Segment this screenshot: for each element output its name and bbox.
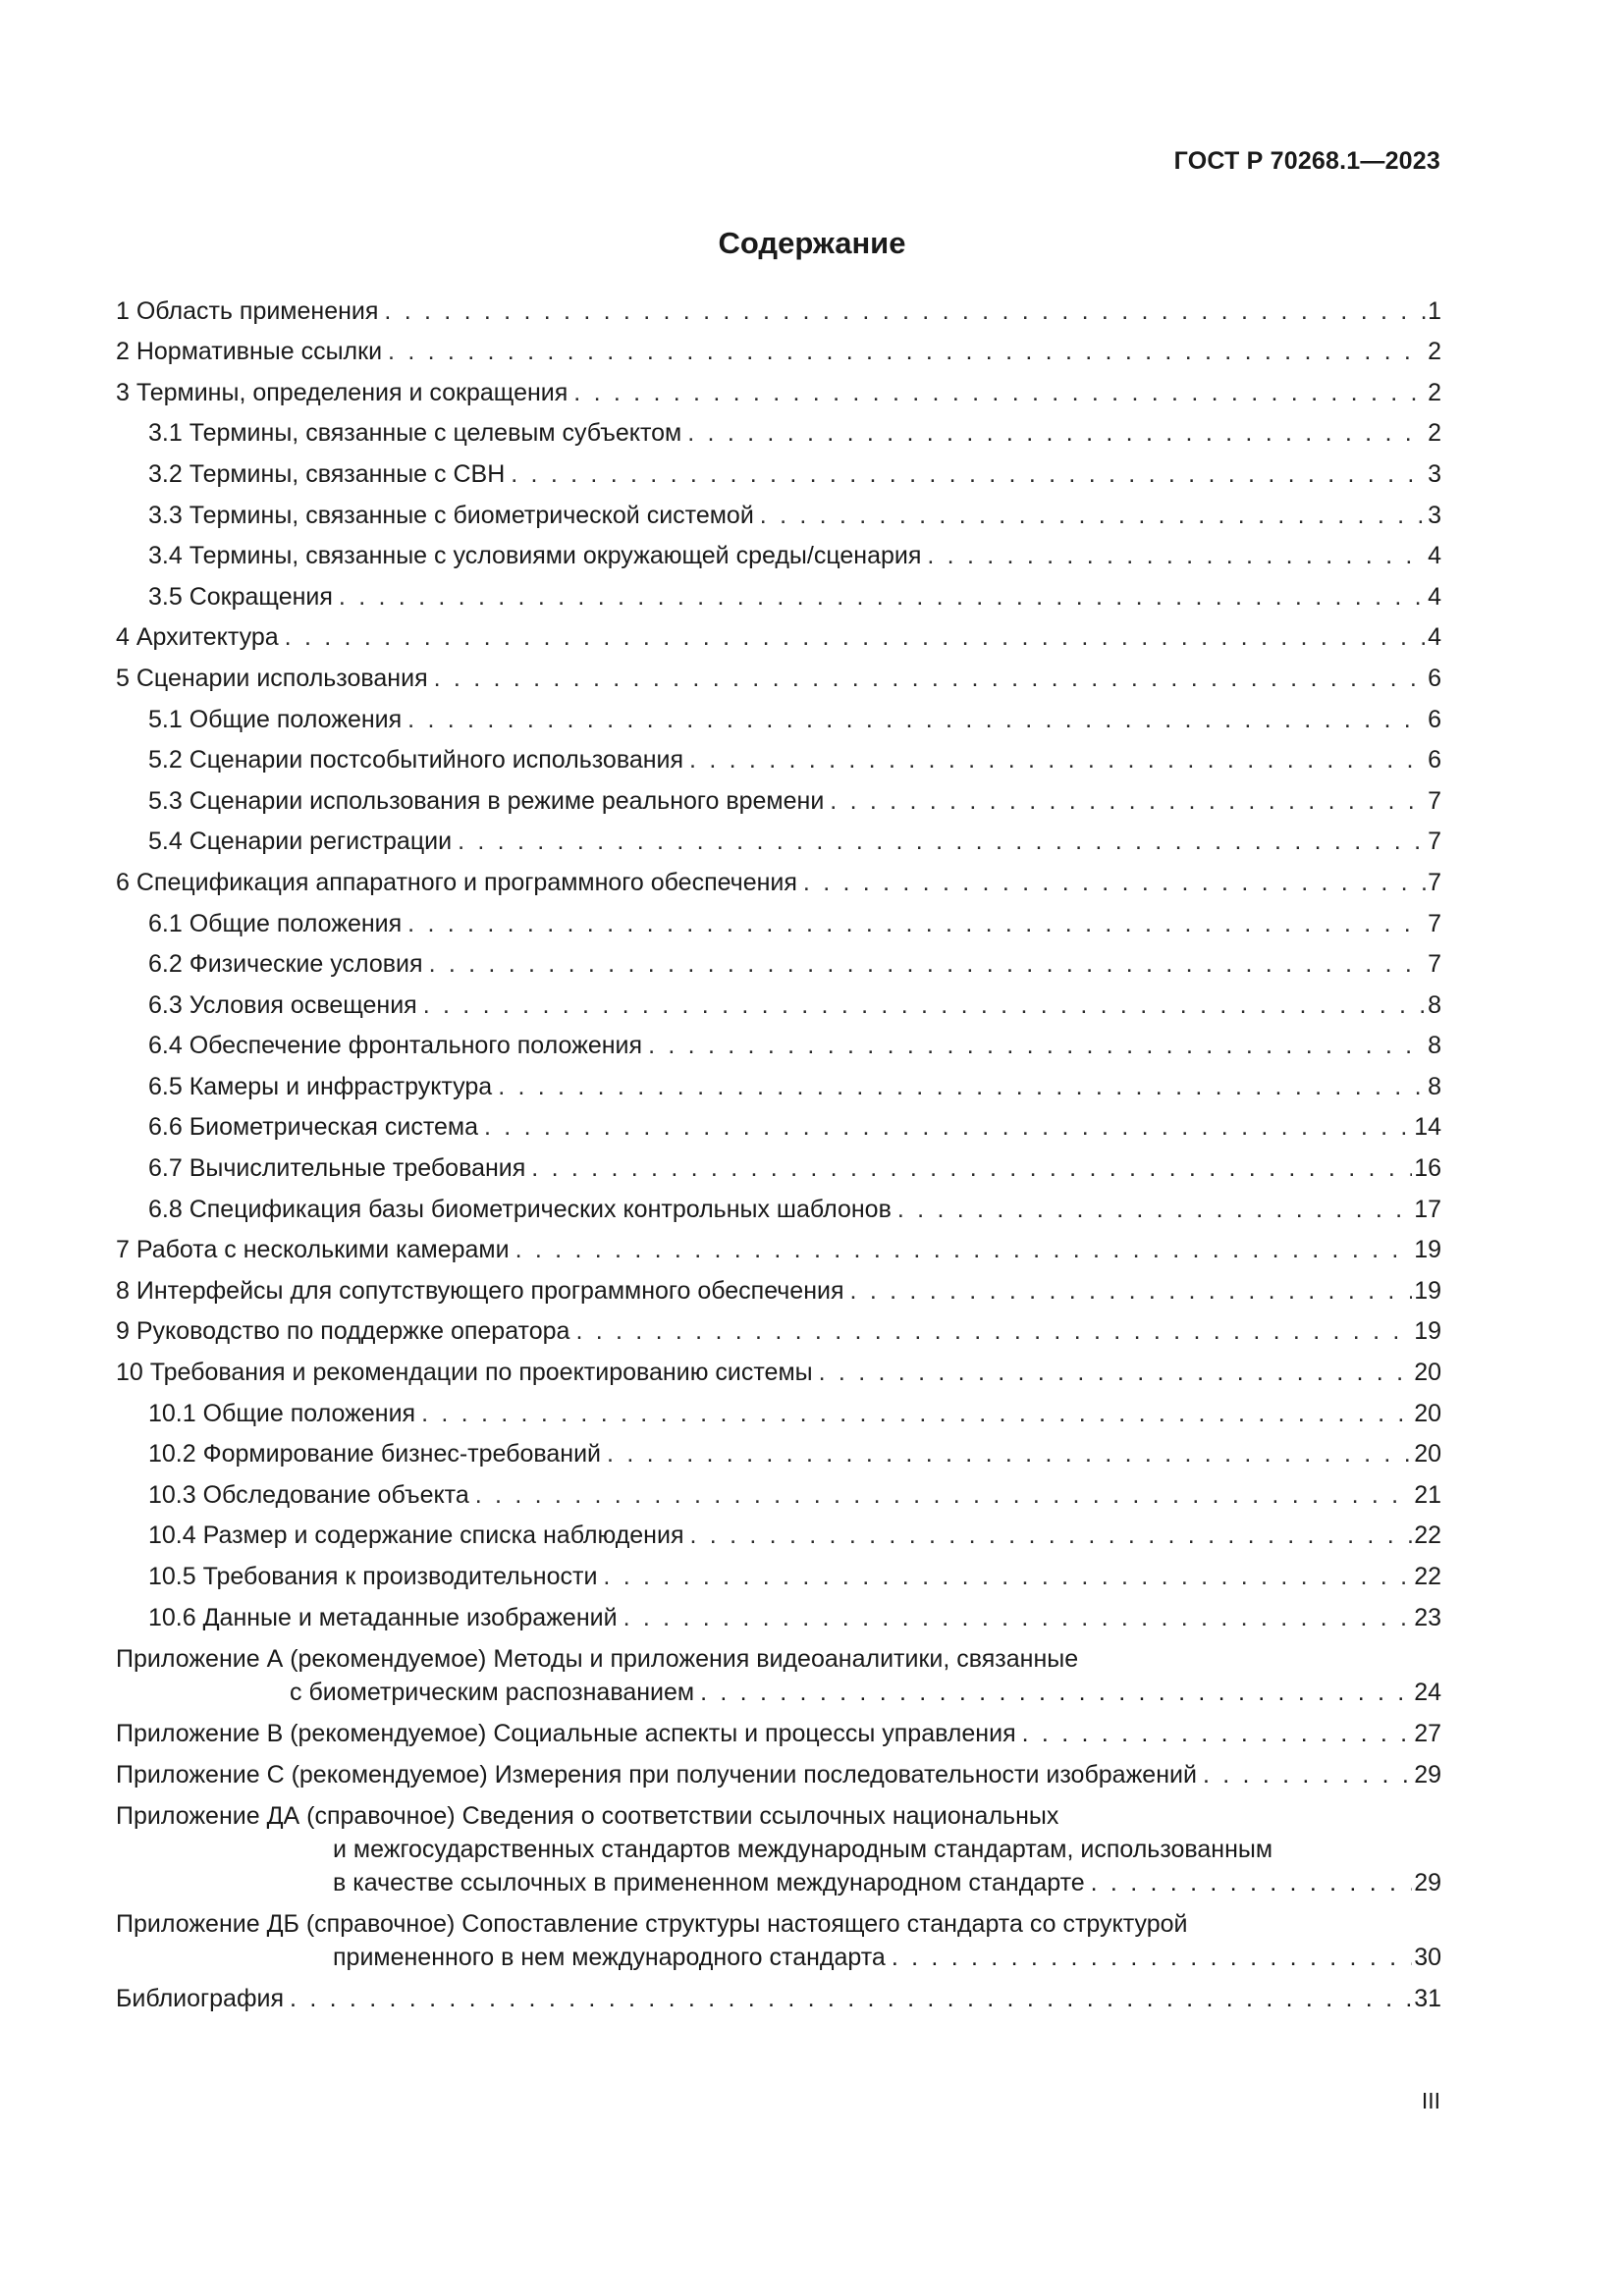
toc-entry-page: 8 <box>1428 1072 1441 1100</box>
leader-dots <box>687 416 1426 450</box>
toc-entry-page: 1 <box>1428 296 1441 325</box>
toc-annex-da-line1: Приложение ДА (справочное) Сведения о соответствии ссылочных национальных <box>116 1801 1059 1830</box>
toc-entry-page: 7 <box>1428 828 1441 856</box>
leader-dots <box>897 1193 1412 1226</box>
toc-entry-page: 2 <box>1428 419 1441 448</box>
toc-annex-db-label: примененного в нем международного стандарта <box>333 1943 886 1971</box>
toc-entry[interactable] <box>116 1103 1441 1145</box>
toc-entry-page: 20 <box>1414 1359 1441 1387</box>
toc-annex-db-last <box>116 1941 1441 1974</box>
leader-dots <box>458 825 1426 858</box>
toc-entry-page: 14 <box>1414 1113 1441 1142</box>
toc-entry-page: 22 <box>1414 1563 1441 1590</box>
leader-dots <box>819 1356 1413 1389</box>
toc-annex-a-line1: Приложение А (рекомендуемое) Методы и приложения видеоаналитики, связанные <box>116 1644 1079 1673</box>
leader-dots <box>573 376 1426 409</box>
leader-dots <box>607 1437 1412 1470</box>
toc-entry-page: 7 <box>1428 950 1441 979</box>
leader-dots <box>892 1941 1412 1974</box>
toc-entry-label: 6 Спецификация аппаратного и программного обеспечения <box>116 868 797 896</box>
toc-annex-b-label: Приложение В (рекомендуемое) Социальные аспекты и процессы управления <box>116 1719 1016 1747</box>
toc-entry-label: 6.7 Вычислительные требования <box>148 1154 526 1183</box>
toc-annex-b[interactable] <box>116 1717 1441 1750</box>
toc-annex-c[interactable] <box>116 1758 1441 1791</box>
toc-annex-a-page: 24 <box>1414 1678 1441 1706</box>
toc-entry-page: 2 <box>1428 338 1441 366</box>
toc-entry[interactable] <box>116 1144 1441 1185</box>
toc-annex-a-label: с биометрическим распознаванием <box>290 1678 695 1706</box>
toc-entry[interactable] <box>116 1430 1441 1471</box>
leader-dots <box>803 866 1426 899</box>
toc-entry[interactable] <box>116 572 1441 614</box>
toc-entry[interactable] <box>116 328 1441 369</box>
leader-dots <box>515 1233 1413 1266</box>
toc-entry[interactable] <box>116 1062 1441 1103</box>
toc-entry[interactable] <box>116 818 1441 859</box>
toc-annex-da-last <box>116 1866 1441 1899</box>
leader-dots <box>850 1274 1413 1308</box>
toc-entry-page: 19 <box>1414 1236 1441 1264</box>
toc-entry-page: 17 <box>1414 1195 1441 1223</box>
toc-entry-label: 8 Интерфейсы для сопутствующего программного обеспечения <box>116 1276 844 1305</box>
toc-entry[interactable] <box>116 1593 1441 1634</box>
toc-entry[interactable] <box>116 1512 1441 1553</box>
toc-annex-b-last <box>116 1717 1441 1750</box>
toc-entry[interactable] <box>116 1348 1441 1389</box>
toc-entry[interactable] <box>116 1185 1441 1226</box>
toc-entry[interactable] <box>116 1552 1441 1593</box>
leader-dots <box>407 907 1426 940</box>
toc-entry-page: 3 <box>1428 501 1441 529</box>
toc-entry-page: 7 <box>1428 868 1441 896</box>
toc-annex-db[interactable] <box>116 1907 1441 1974</box>
toc-entry-page: 6 <box>1428 746 1441 774</box>
toc-entry-page: 7 <box>1428 786 1441 815</box>
toc-annex-a-last <box>116 1676 1441 1709</box>
toc-annex-a[interactable] <box>116 1642 1441 1709</box>
table-of-contents <box>116 287 1441 2015</box>
leader-dots <box>388 335 1426 368</box>
toc-entry-page: 8 <box>1428 1032 1441 1060</box>
toc-entry-label: 3.3 Термины, связанные с биометрической системой <box>148 501 754 529</box>
toc-entry-label: 2 Нормативные ссылки <box>116 338 383 366</box>
toc-entry-label: 3.4 Термины, связанные с условиями окружающей среды/сценария <box>148 542 922 570</box>
toc-annex-b-page: 27 <box>1414 1719 1441 1747</box>
toc-entry-label: 3.2 Термины, связанные с СВН <box>148 459 506 488</box>
toc-bibliography-label: Библиография <box>116 1984 285 2012</box>
toc-annex-db-line1: Приложение ДБ (справочное) Сопоставление структуры настоящего стандарта со структурой <box>116 1909 1188 1938</box>
leader-dots <box>927 539 1426 572</box>
toc-entry-page: 6 <box>1428 664 1441 692</box>
toc-entry-label: 5.3 Сценарии использования в режиме реального времени <box>148 786 825 815</box>
toc-entry-page: 20 <box>1414 1440 1441 1468</box>
toc-entry-page: 7 <box>1428 909 1441 937</box>
toc-entry-label: 10.6 Данные и метаданные изображений <box>148 1603 618 1631</box>
toc-entry[interactable] <box>116 1266 1441 1308</box>
toc-entry-label: 3 Термины, определения и сокращения <box>116 378 568 406</box>
toc-entry-page: 6 <box>1428 705 1441 733</box>
toc-entry-page: 4 <box>1428 542 1441 570</box>
leader-dots <box>290 1982 1412 2015</box>
toc-entry[interactable] <box>116 532 1441 573</box>
toc-entry-page: 8 <box>1428 990 1441 1019</box>
toc-entry-label: 6.6 Биометрическая система <box>148 1113 478 1142</box>
leader-dots <box>407 703 1426 736</box>
document-code: ГОСТ Р 70268.1—2023 <box>1173 147 1440 175</box>
toc-entries <box>116 287 1441 1634</box>
toc-entry[interactable] <box>116 899 1441 940</box>
toc-entry-page: 23 <box>1414 1603 1441 1631</box>
toc-entry-label: 5 Сценарии использования <box>116 664 428 692</box>
toc-entry[interactable] <box>116 491 1441 532</box>
leader-dots <box>623 1601 1413 1634</box>
leader-dots <box>760 499 1426 532</box>
toc-entry-label: 1 Область применения <box>116 296 379 325</box>
toc-entry-page: 22 <box>1414 1522 1441 1550</box>
leader-dots <box>384 294 1426 328</box>
toc-annex-da-label: в качестве ссылочных в примененном международном стандарте <box>333 1868 1085 1896</box>
leader-dots <box>421 1397 1412 1430</box>
toc-entry[interactable] <box>116 654 1441 695</box>
leader-dots <box>575 1314 1412 1348</box>
toc-entry-page: 20 <box>1414 1399 1441 1427</box>
toc-entry[interactable] <box>116 776 1441 818</box>
toc-entry-label: 7 Работа с несколькими камерами <box>116 1236 510 1264</box>
toc-entry-page: 19 <box>1414 1276 1441 1305</box>
toc-entry-label: 4 Архитектура <box>116 623 279 652</box>
leader-dots <box>700 1676 1412 1709</box>
toc-entry[interactable] <box>116 695 1441 736</box>
toc-entry-page: 3 <box>1428 459 1441 488</box>
toc-entry-label: 10.5 Требования к производительности <box>148 1563 598 1590</box>
toc-entry-label: 5.4 Сценарии регистрации <box>148 828 453 856</box>
leader-dots <box>830 784 1426 818</box>
toc-entry[interactable] <box>116 858 1441 899</box>
leader-dots <box>429 947 1427 981</box>
toc-bibliography[interactable] <box>116 1982 1441 2015</box>
toc-entry[interactable] <box>116 981 1441 1022</box>
toc-entry-page: 4 <box>1428 582 1441 611</box>
toc-bibliography-last <box>116 1982 1441 2015</box>
toc-entry-label: 6.3 Условия освещения <box>148 990 417 1019</box>
toc-entry-label: 10.3 Обследование объекта <box>148 1480 469 1509</box>
toc-entry[interactable] <box>116 1022 1441 1063</box>
toc-entry-page: 21 <box>1414 1480 1441 1509</box>
toc-annex-c-page: 29 <box>1414 1760 1441 1789</box>
leader-dots <box>511 457 1426 491</box>
toc-entry[interactable] <box>116 1226 1441 1267</box>
toc-entry-page: 4 <box>1428 623 1441 652</box>
leader-dots <box>603 1560 1412 1593</box>
toc-annex-da-page: 29 <box>1414 1868 1441 1896</box>
leader-dots <box>498 1070 1426 1103</box>
toc-entry-label: 3.1 Термины, связанные с целевым субъектом <box>148 419 682 448</box>
toc-entry-label: 6.2 Физические условия <box>148 950 423 979</box>
leader-dots <box>1091 1866 1413 1899</box>
toc-entry[interactable] <box>116 1470 1441 1512</box>
leader-dots <box>434 662 1426 695</box>
toc-annex-db-page: 30 <box>1414 1943 1441 1971</box>
leader-dots <box>423 988 1426 1022</box>
leader-dots <box>484 1110 1412 1144</box>
leader-dots <box>1022 1717 1413 1750</box>
toc-bibliography-page: 31 <box>1414 1984 1441 2012</box>
toc-entry-label: 10.4 Размер и содержание списка наблюдения <box>148 1522 684 1550</box>
toc-entry-label: 10.1 Общие положения <box>148 1399 416 1427</box>
toc-entry[interactable] <box>116 736 1441 777</box>
toc-entry[interactable] <box>116 450 1441 491</box>
toc-entry-label: 6.5 Камеры и инфраструктура <box>148 1072 493 1100</box>
leader-dots <box>648 1029 1426 1062</box>
toc-entry[interactable] <box>116 940 1441 982</box>
leader-dots <box>285 620 1426 654</box>
toc-entry-label: 10.2 Формирование бизнес-требований <box>148 1440 602 1468</box>
leader-dots <box>475 1478 1412 1512</box>
toc-entry[interactable] <box>116 368 1441 409</box>
toc-entry[interactable] <box>116 287 1441 328</box>
toc-annex-da[interactable] <box>116 1799 1441 1899</box>
toc-annex-da-line2: и межгосударственных стандартов международным стандартам, использованным <box>333 1835 1273 1863</box>
toc-entry-page: 16 <box>1414 1154 1441 1183</box>
leader-dots <box>531 1151 1412 1185</box>
toc-entry[interactable] <box>116 1308 1441 1349</box>
toc-entry-label: 3.5 Сокращения <box>148 582 333 611</box>
leader-dots <box>689 743 1426 776</box>
toc-annex-c-last <box>116 1758 1441 1791</box>
toc-entry-label: 6.4 Обеспечение фронтального положения <box>148 1032 643 1060</box>
toc-entry-label: 5.1 Общие положения <box>148 705 403 733</box>
toc-entry-page: 19 <box>1414 1317 1441 1346</box>
toc-entry-page: 2 <box>1428 378 1441 406</box>
toc-entry[interactable] <box>116 409 1441 451</box>
toc-entry[interactable] <box>116 614 1441 655</box>
toc-annex-c-label: Приложение С (рекомендуемое) Измерения при получении последовательности изображений <box>116 1760 1197 1789</box>
leader-dots <box>1203 1758 1412 1791</box>
page-number: III <box>1421 2088 1440 2113</box>
leader-dots <box>690 1519 1413 1552</box>
toc-entry-label: 9 Руководство по поддержке оператора <box>116 1317 570 1346</box>
leader-dots <box>339 580 1426 614</box>
toc-entry-label: 6.1 Общие положения <box>148 909 403 937</box>
toc-entry-label: 5.2 Сценарии постсобытийного использования <box>148 746 684 774</box>
toc-entry-label: 10 Требования и рекомендации по проектированию системы <box>116 1359 813 1387</box>
toc-title: Содержание <box>718 226 906 260</box>
toc-entry-label: 6.8 Спецификация базы биометрических контрольных шаблонов <box>148 1195 892 1223</box>
toc-entry[interactable] <box>116 1389 1441 1430</box>
